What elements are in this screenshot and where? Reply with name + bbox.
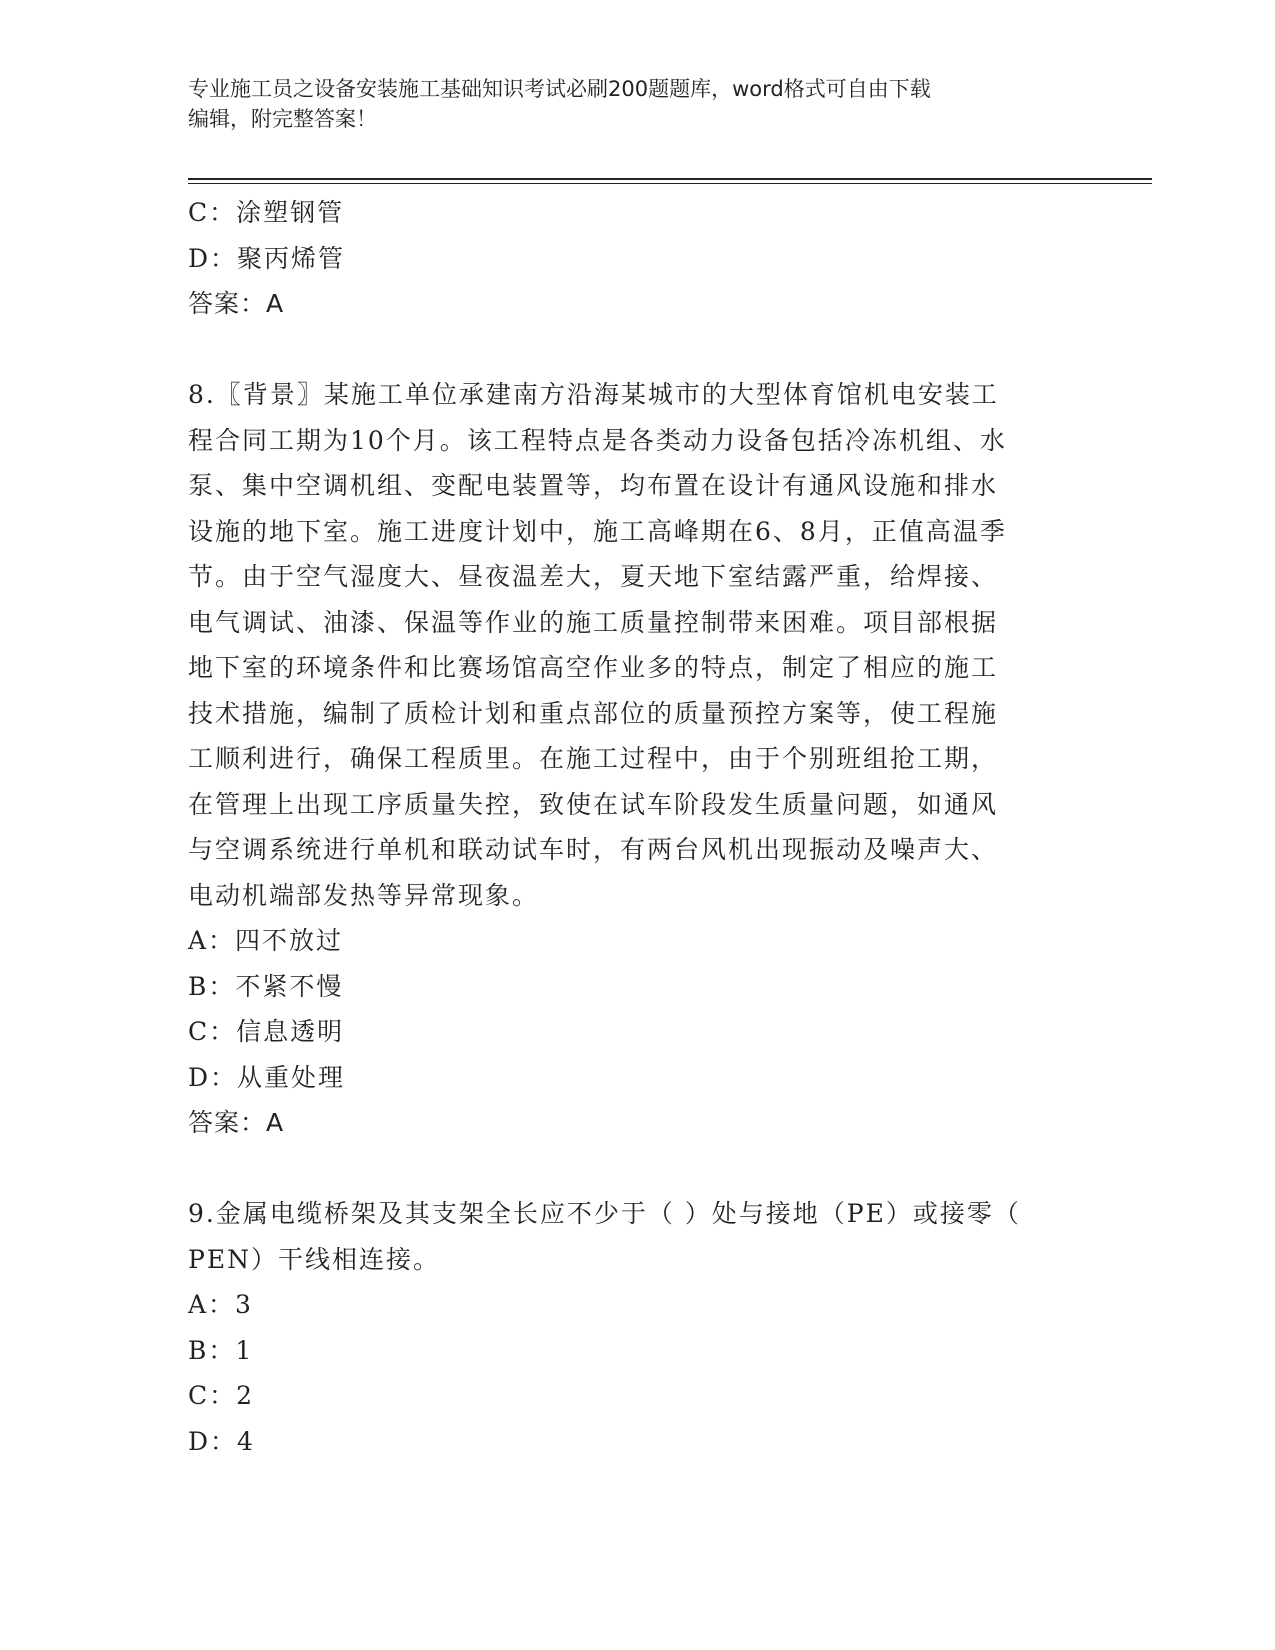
answer-label: 答案：A	[188, 289, 285, 318]
spacer	[188, 1146, 1078, 1192]
option-a: A：四不放过	[188, 926, 344, 955]
question-stem-line: 电动机端部发热等异常现象。	[188, 880, 540, 910]
option-b: B：不紧不慢	[188, 971, 344, 1001]
option-c: C：涂塑钢管	[188, 198, 345, 227]
document-header	[188, 74, 1088, 134]
header-line-1: 专业施工员之设备安装施工基础知识考试必刷200题题库，word格式可自由下载	[188, 77, 931, 101]
question-stem-line: 节。由于空气湿度大、昼夜温差大，夏天地下室结露严重，给焊接、	[188, 562, 999, 591]
spacer	[188, 327, 1078, 373]
question-stem-line: 地下室的环境条件和比赛场馆高空作业多的特点，制定了相应的施工	[188, 653, 999, 682]
header-divider	[188, 178, 1152, 180]
option-d: D：从重处理	[188, 1062, 346, 1092]
question-8	[188, 372, 1078, 1146]
header-line-2: 编辑，附完整答案！	[188, 107, 377, 131]
option-a: A：3	[188, 1290, 253, 1319]
question-stem-line: 程合同工期为10个月。该工程特点是各类动力设备包括冷冻机组、水	[188, 425, 1007, 455]
question-stem-line: 8.〖背景〗某施工单位承建南方沿海某城市的大型体育馆机电安装工	[188, 380, 999, 409]
question-stem-line: 在管理上出现工序质量失控，致使在试车阶段发生质量问题，如通风	[188, 789, 999, 819]
option-d: D：聚丙烯管	[188, 243, 346, 273]
option-c: C：信息透明	[188, 1017, 345, 1046]
question-stem-line: 电气调试、油漆、保温等作业的施工质量控制带来困难。项目部根据	[188, 607, 999, 637]
question-stem-line: 9.金属电缆桥架及其支架全长应不少于（ ）处与接地（PE）或接零（	[188, 1199, 1021, 1228]
option-d: D：4	[188, 1426, 255, 1456]
option-c: C：2	[188, 1381, 255, 1410]
question-7-tail	[188, 190, 1078, 327]
question-stem-line: PEN）干线相连接。	[188, 1244, 440, 1274]
question-stem-line: 泵、集中空调机组、变配电装置等，均布置在设计有通风设施和排水	[188, 471, 999, 500]
question-stem-line: 与空调系统进行单机和联动试车时，有两台风机出现振动及噪声大、	[188, 835, 999, 864]
question-stem-line: 设施的地下室。施工进度计划中，施工高峰期在6、8月，正值高温季	[188, 516, 1007, 546]
option-b: B：1	[188, 1335, 254, 1365]
answer-label: 答案：A	[188, 1108, 285, 1137]
question-stem-line: 技术措施，编制了质检计划和重点部位的质量预控方案等，使工程施	[188, 698, 999, 728]
header-divider-thin	[188, 183, 1152, 184]
question-stem-line: 工顺利进行，确保工程质里。在施工过程中，由于个别班组抢工期，	[188, 744, 999, 773]
question-9	[188, 1191, 1078, 1464]
question-content	[188, 190, 1078, 1464]
